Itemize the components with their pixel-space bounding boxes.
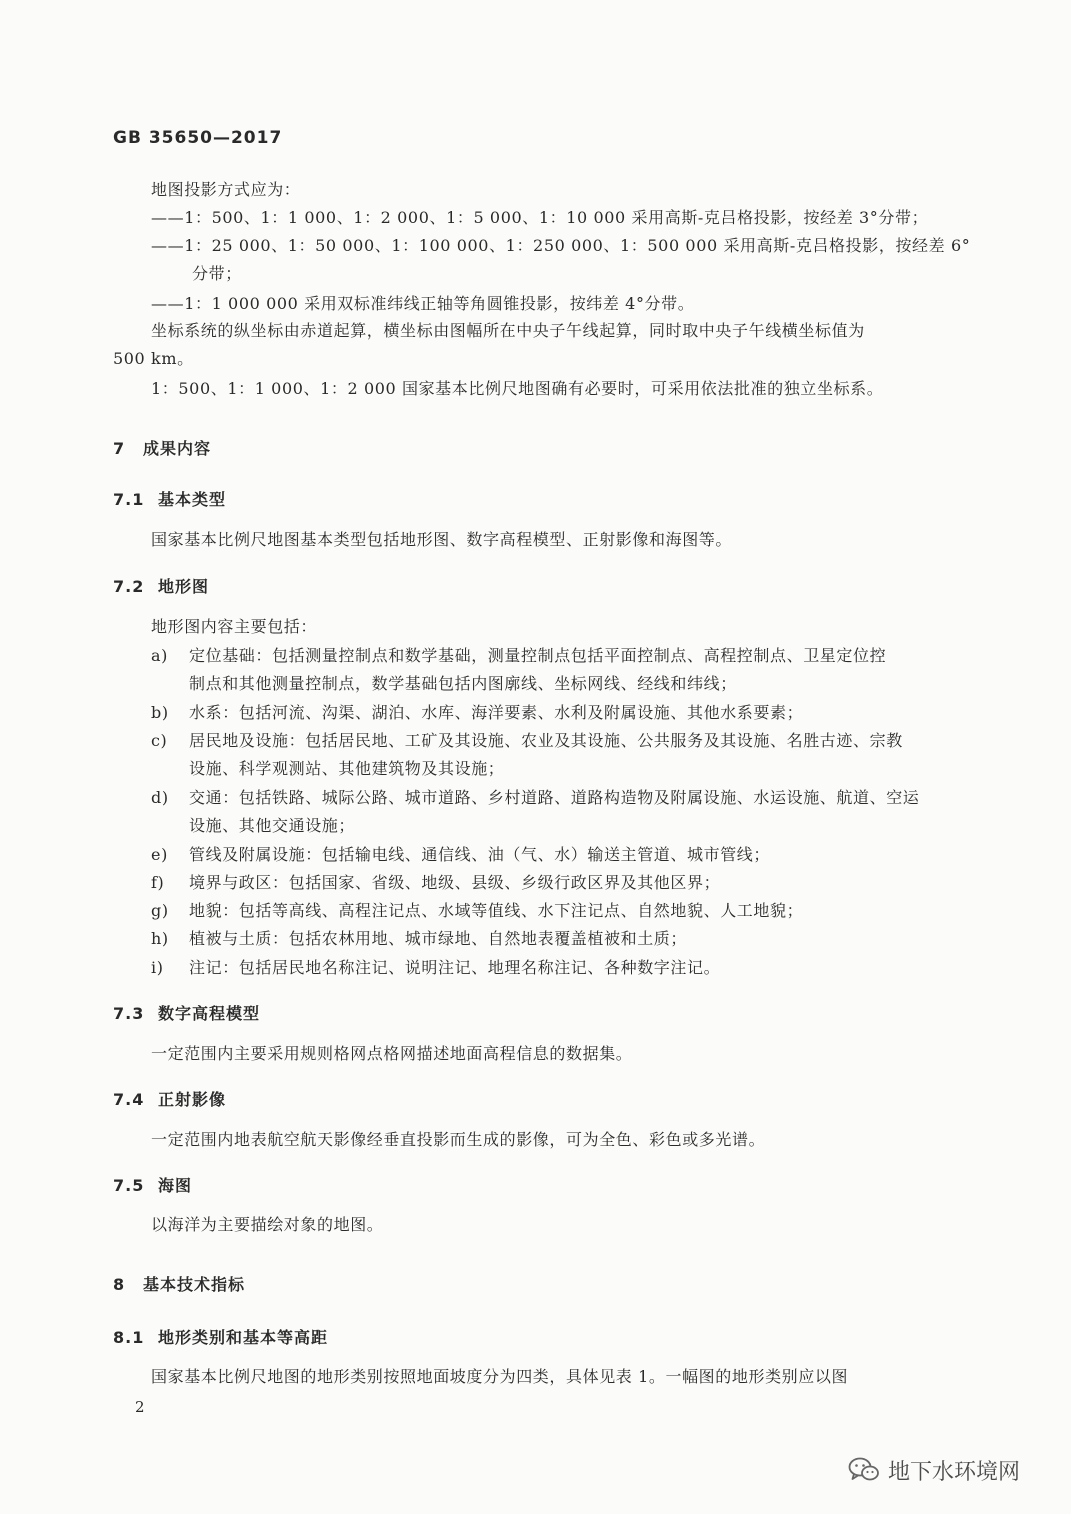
section-8-1-text: 国家基本比例尺地图的地形类别按照地面坡度分为四类，具体见表 1。一幅图的地形类别应以图 (151, 1367, 849, 1386)
list-item-text: 居民地及设施：包括居民地、工矿及其设施、农业及其设施、公共服务及其设施、名胜古迹、宗教 (189, 731, 903, 750)
list-item-label: d) (151, 788, 169, 807)
section-number: 7.3 (113, 1004, 145, 1023)
section-7-5-text: 以海洋为主要描绘对象的地图。 (151, 1215, 384, 1234)
section-8-1-heading (113, 1325, 328, 1348)
section-7-heading (113, 436, 211, 459)
section-7-4-text: 一定范围内地表航空航天影像经垂直投影而生成的影像，可为全色、彩色或多光谱。 (151, 1130, 766, 1149)
list-item-text: 水系：包括河流、沟渠、湖泊、水库、海洋要素、水利及附属设施、其他水系要素； (189, 703, 804, 722)
section-title: 基本技术指标 (143, 1275, 246, 1294)
list-item-text: 交通：包括铁路、城际公路、城市道路、乡村道路、道路构造物及附属设施、水运设施、航道、空运 (189, 788, 920, 807)
watermark-text: 地下水环境网 (888, 1459, 1021, 1485)
section-8-heading (113, 1272, 245, 1295)
section-title: 地形图 (158, 577, 210, 596)
list-item-label: g) (151, 901, 169, 920)
list-item-label: a) (151, 646, 168, 665)
projection-title: 地图投影方式应为： (151, 180, 301, 199)
list-item-label: i) (151, 958, 164, 977)
section-7-3-heading (113, 1001, 260, 1024)
standard-code-header: GB 35650—2017 (113, 128, 283, 148)
wechat-icon (848, 1456, 880, 1484)
section-title: 正射影像 (158, 1090, 227, 1109)
section-title: 数字高程模型 (158, 1004, 261, 1023)
section-title: 地形类别和基本等高距 (158, 1328, 329, 1347)
list-item-text-cont: 制点和其他测量控制点，数学基础包括内图廓线、坐标网线、经线和纬线； (189, 674, 737, 693)
projection-item-2-cont: 分带； (192, 264, 242, 283)
section-7-1-heading (113, 487, 226, 510)
independent-coordinate-paragraph: 1：500、1：1 000、1：2 000 国家基本比例尺地图确有必要时，可采用依法批准的独立坐标系。 (151, 379, 884, 398)
section-number: 7 (113, 439, 126, 458)
section-title: 海图 (158, 1176, 193, 1195)
list-item-label: b) (151, 703, 169, 722)
page-number: 2 (135, 1398, 145, 1416)
section-7-5-heading (113, 1173, 192, 1196)
list-item-text: 地貌：包括等高线、高程注记点、水域等值线、水下注记点、自然地貌、人工地貌； (189, 901, 804, 920)
watermark (848, 1455, 1020, 1485)
section-7-4-heading (113, 1087, 226, 1110)
section-number: 7.1 (113, 490, 145, 509)
list-item-text: 定位基础：包括测量控制点和数学基础，测量控制点包括平面控制点、高程控制点、卫星定位控 (189, 646, 887, 665)
list-item-label: h) (151, 929, 169, 948)
section-title: 基本类型 (158, 490, 227, 509)
list-item-text: 植被与土质：包括农林用地、城市绿地、自然地表覆盖植被和土质； (189, 929, 688, 948)
list-item-label: e) (151, 845, 168, 864)
section-number: 7.2 (113, 577, 145, 596)
list-item-text-cont: 设施、其他交通设施； (189, 816, 356, 835)
coordinate-paragraph-cont: 500 km。 (113, 349, 194, 368)
coordinate-paragraph: 坐标系统的纵坐标由赤道起算，横坐标由图幅所在中央子午线起算，同时取中央子午线横坐标值为 (151, 321, 865, 340)
section-number: 7.5 (113, 1176, 145, 1195)
list-item-text: 管线及附属设施：包括输电线、通信线、油（气、水）输送主管道、城市管线； (189, 845, 771, 864)
list-item-text-cont: 设施、科学观测站、其他建筑物及其设施； (189, 759, 505, 778)
section-title: 成果内容 (143, 439, 212, 458)
projection-item-3: ——1：1 000 000 采用双标准纬线正轴等角圆锥投影，按纬差 4°分带。 (151, 294, 695, 313)
list-item-text: 注记：包括居民地名称注记、说明注记、地理名称注记、各种数字注记。 (189, 958, 721, 977)
section-number: 7.4 (113, 1090, 145, 1109)
projection-item-2: ——1：25 000、1：50 000、1：100 000、1：250 000、1：500 000 采用高斯-克吕格投影，按经差 6° (151, 236, 971, 255)
section-number: 8 (113, 1275, 126, 1294)
section-7-2-heading (113, 574, 209, 597)
list-item-text: 境界与政区：包括国家、省级、地级、县级、乡级行政区界及其他区界； (189, 873, 721, 892)
section-7-1-text: 国家基本比例尺地图基本类型包括地形图、数字高程模型、正射影像和海图等。 (151, 530, 733, 549)
section-number: 8.1 (113, 1328, 145, 1347)
list-item-label: f) (151, 873, 165, 892)
section-7-2-intro: 地形图内容主要包括： (151, 617, 318, 636)
projection-item-1: ——1：500、1：1 000、1：2 000、1：5 000、1：10 000 采用高斯-克吕格投影，按经差 3°分带； (151, 208, 929, 227)
list-item-label: c) (151, 731, 168, 750)
section-7-3-text: 一定范围内主要采用规则格网点格网描述地面高程信息的数据集。 (151, 1044, 633, 1063)
